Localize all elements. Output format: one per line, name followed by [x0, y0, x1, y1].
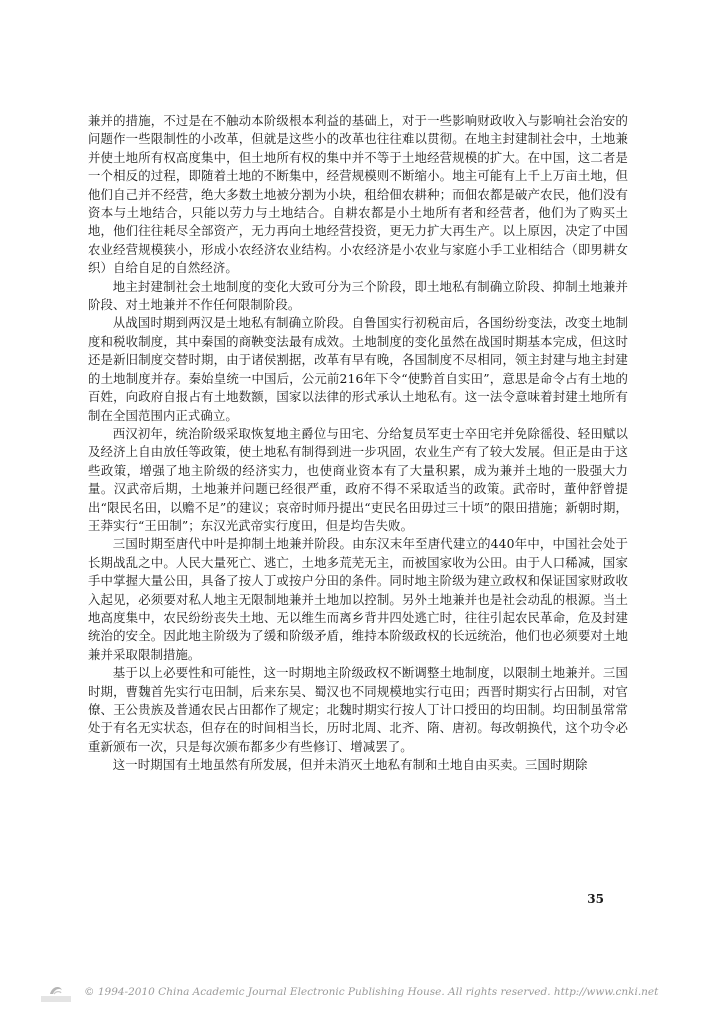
paragraph-1: 兼并的措施，不过是在不触动本阶级根本利益的基础上，对于一些影响财政收入与影响社会治安的问题作一些限制性的小改革，但就是这些小的改革也往往难以贯彻。在地主封建制社会中，土地兼并使土地所有权高度集中，但土地所有权的集中并不等于土地经营规模的扩大。在中国，这二者是一个相反的过程，即随着土地的不断集中，经营规模则不断缩小。地主可能有上千上万亩土地，但他们自己并不经营，绝大多数土地被分割为小块，租给佃农耕种；而佃农都是破产农民，他们没有资本与土地结合，只能以劳力与土地结合。自耕农都是小土地所有者和经营者，他们为了购买土地，他们往往耗尽全部资产，无力再向土地经营投资，更无力扩大再生产。以上原因，决定了中国农业经营规模狭小，形成小农经济农业结构。小农经济是小农业与家庭小手工业相结合（即男耕女织）自给自足的自然经济。 — [88, 113, 628, 276]
paragraph-6: 基于以上必要性和可能性，这一时期地主阶级政权不断调整土地制度，以限制土地兼并。三国时期，曹魏首先实行屯田制，后来东吴、蜀汉也不同规模地实行屯田；西晋时期实行占田制，对官僚、王公贵族及普通农民占田都作了规定；北魏时期实行按人丁计口授田的均田制。均田制虽常常处于有名无实状态，但存在的时间相当长，历时北周、北齐、隋、唐初。每改朝换代，这个功令必重新颁布一次，只是每次颁布都多少有些修订、增减罢了。 — [88, 665, 628, 754]
copyright-text: © 1994-2010 China Academic Journal Electronic Publishing House. All rights reserved. http://www.cnki.net — [84, 986, 659, 998]
paragraph-2: 地主封建制社会土地制度的变化大致可分为三个阶段，即土地私有制确立阶段、抑制土地兼并阶段、对土地兼并不作任何限制阶段。 — [88, 278, 628, 313]
article-body — [88, 112, 628, 775]
cnki-logo-icon — [40, 982, 72, 1004]
paragraph-7: 这一时期国有土地虽然有所发展，但并未消灭土地私有制和土地自由买卖。三国时期除 — [112, 757, 588, 773]
footer — [40, 982, 680, 1004]
page-number: 35 — [587, 892, 604, 906]
paragraph-5: 三国时期至唐代中叶是抑制土地兼并阶段。由东汉末年至唐代建立的440年中，中国社会处于长期战乱之中。人民大量死亡、逃亡，土地多荒芜无主，而被国家收为公田。由于人口稀减，国家手中掌握大量公田，具备了按人丁或按户分田的条件。同时地主阶级为建立政权和保证国家财政收入起见，必须要对私人地主无限制地兼并土地加以控制。另外土地兼并也是社会动乱的根源。当土地高度集中，农民纷纷丧失土地、无以维生而离乡背井四处逃亡时，往往引起农民革命，危及封建统治的安全。因此地主阶级为了缓和阶级矛盾，维持本阶级政权的长远统治，他们也必须要对土地兼并采取限制措施。 — [88, 536, 628, 662]
paragraph-4: 西汉初年，统治阶级采取恢复地主爵位与田宅、分给复员军吏士卒田宅并免除徭役、轻田赋以及经济上自由放任等政策，使土地私有制得到进一步巩固，农业生产有了较大发展。但正是由于这些政策，增强了地主阶级的经济实力，也使商业资本有了大量积累，成为兼并土地的一股强大力量。汉武帝后期，土地兼并问题已经很严重，政府不得不采取适当的政策。武帝时，董仲舒曾提出“限民名田，以赡不足”的建议；哀帝时师丹提出“吏民名田毋过三十顷”的限田措施；新朝时期，王莽实行“王田制”；东汉光武帝实行度田，但是均告失败。 — [88, 425, 628, 533]
paragraph-3: 从战国时期到两汉是土地私有制确立阶段。自鲁国实行初税亩后，各国纷纷变法，改变土地制度和税收制度，其中秦国的商鞅变法最有成效。土地制度的变化虽然在战国时期基本完成，但这时还是新旧制度交替时期，由于诸侯割据，改革有早有晚，各国制度不尽相同，领主封建与地主封建的土地制度并存。秦始皇统一中国后，公元前216年下令“使黔首自实田”，意思是命令占有土地的百姓，向政府自报占有土地数额，国家以法律的形式承认土地私有。这一法令意味着封建土地所有制在全国范围内正式确立。 — [88, 315, 628, 423]
